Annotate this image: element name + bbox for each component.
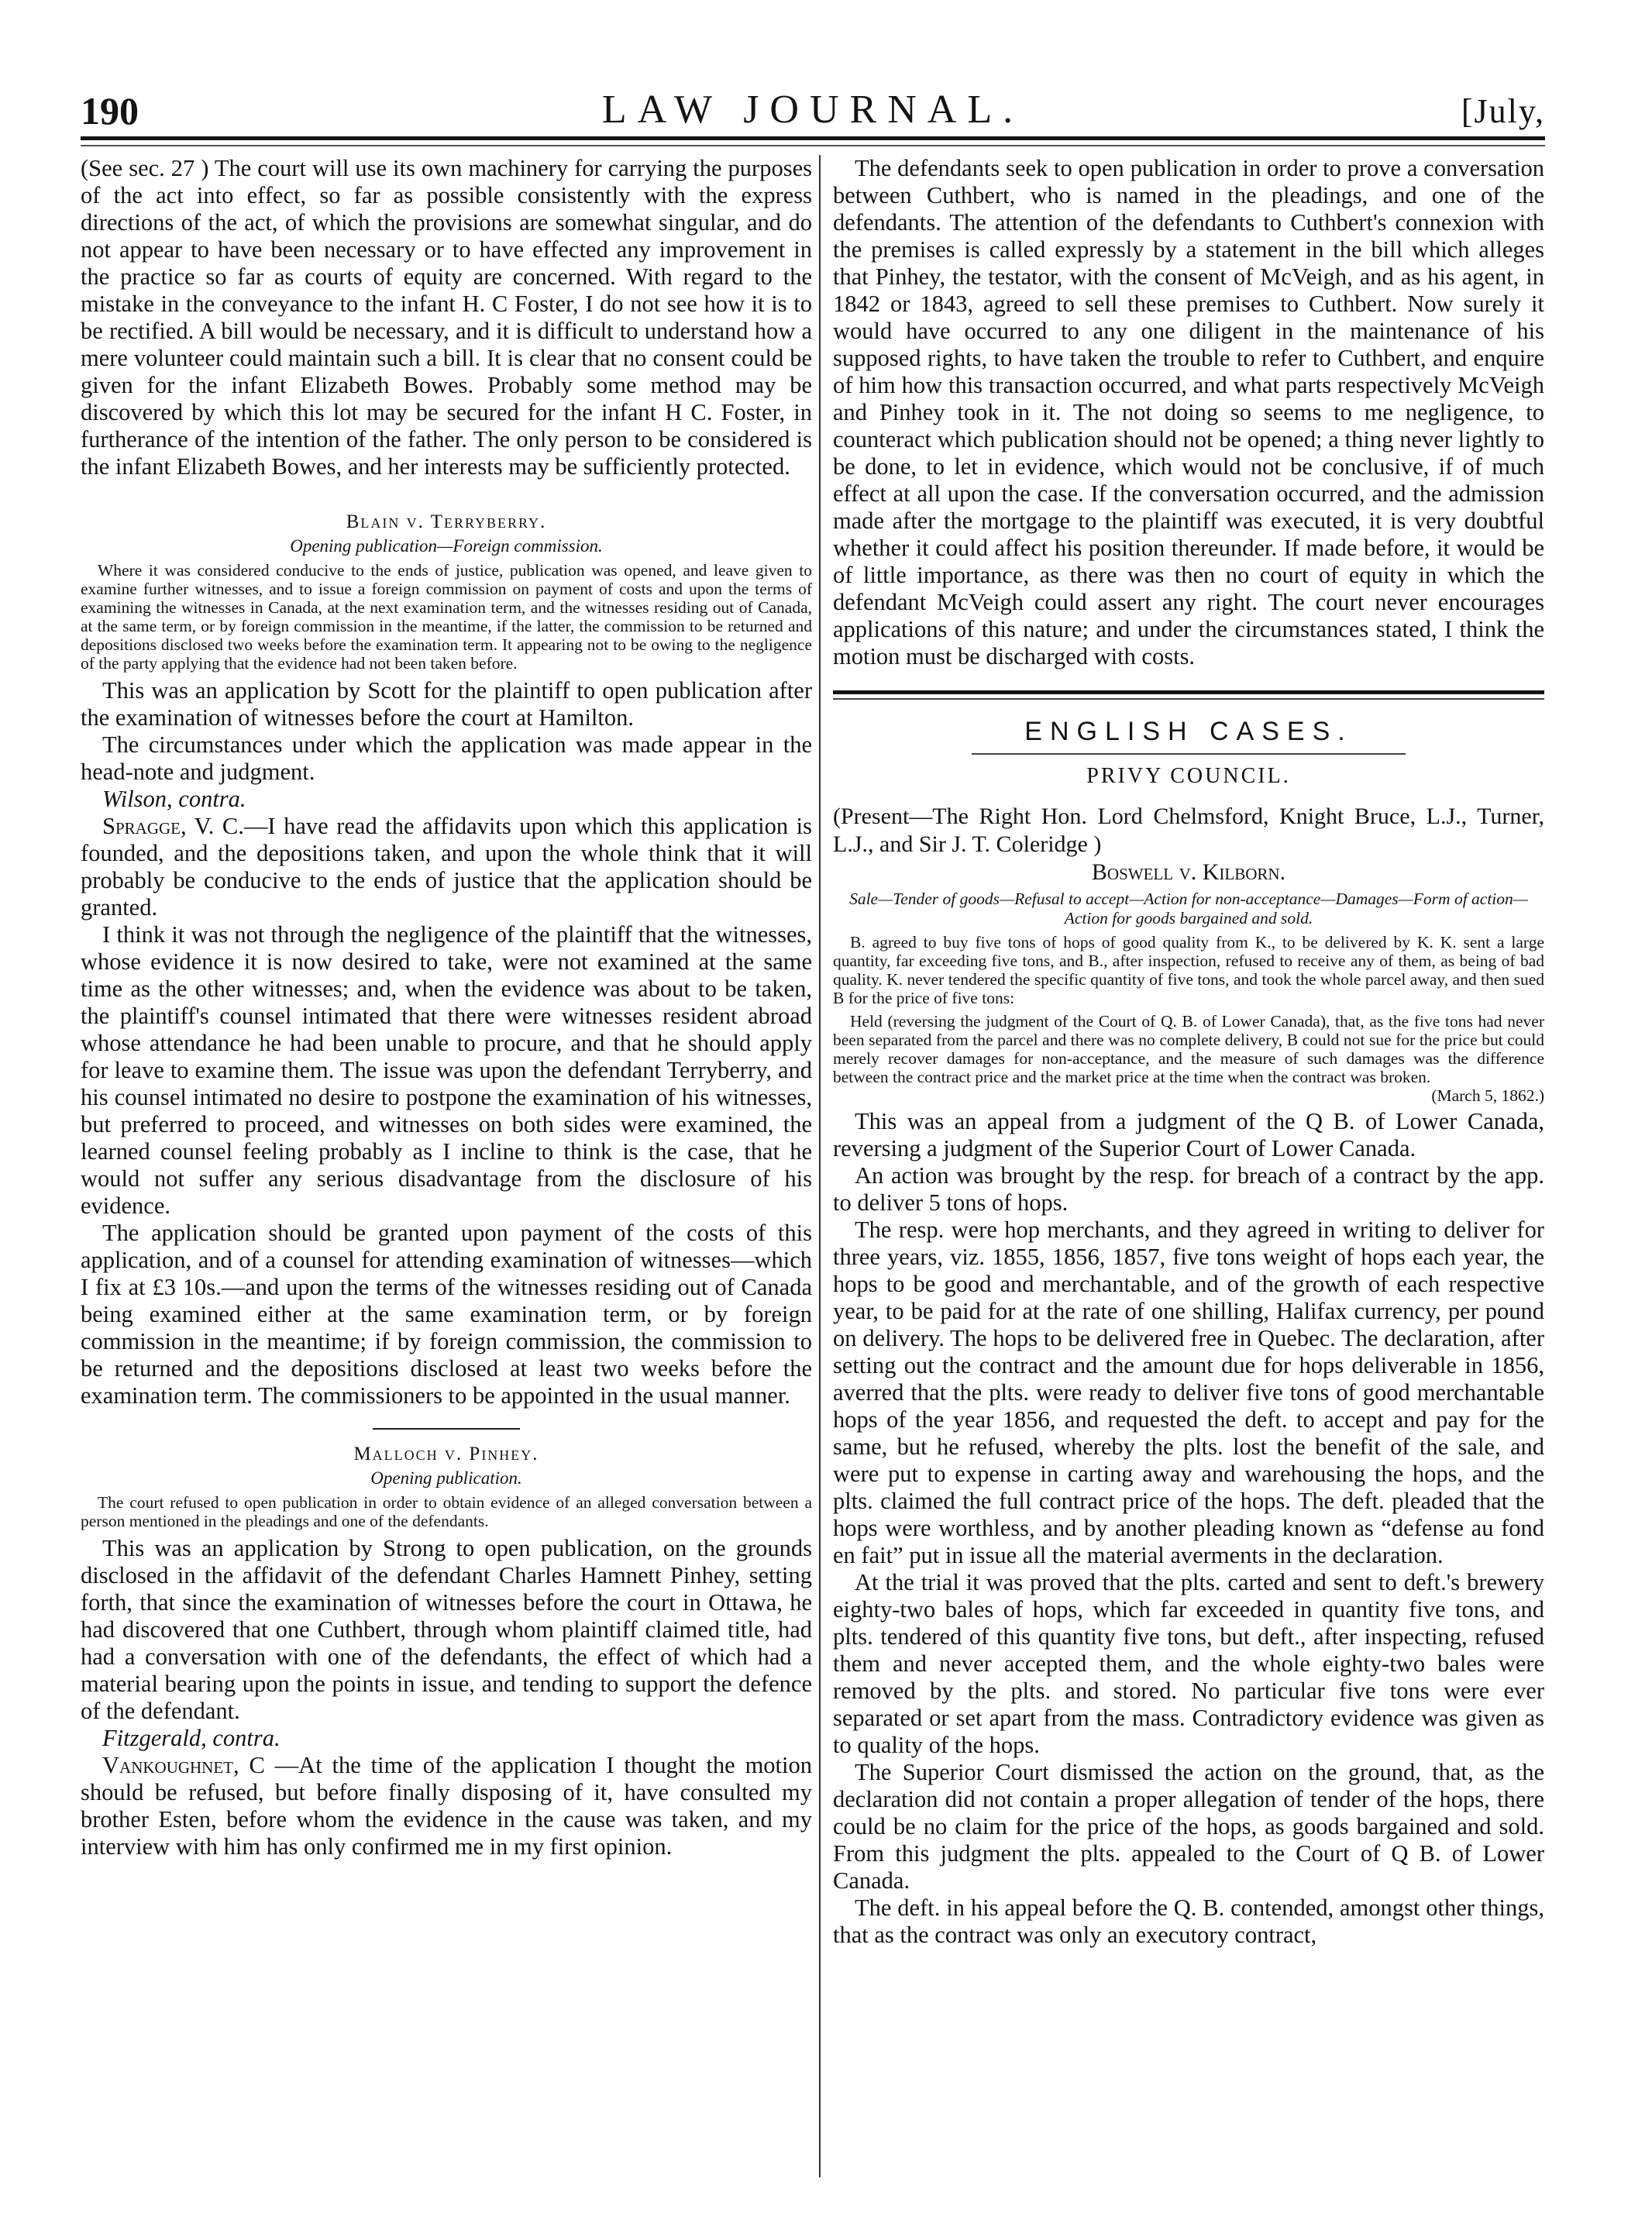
judgment-text: —At the time of the application I thought the motion should be refused, but before finally disposing of it, have consulted my brother Esten, before whom the evidence in the cause was taken, and my interview with him has only confirmed me in my first opinion.	[81, 1752, 812, 1860]
paragraph: The resp. were hop merchants, and they agreed in writing to deliver for three years, viz. 1855, 1856, 1857, five tons weight of hops each year, the hops to be good and merchantable, and of the growth of each respective year, to be paid for at the rate of one shilling, Halifax currency, per pound on delivery. The hops to be delivered free in Quebec. The declaration, after setting out the contract and the amount due for hops deliverable in 1856, averred that the plts. were ready to deliver five tons of good merchantable hops of the year 1856, and requested the deft. to accept and pay for the same, but he refused, whereby the plts. lost the benefit of the sale, and were put to expense in carting away and warehousing the hops, and the plts. claimed the full contract price of the hops. The deft. pleaded that the hops were worthless, and by another pleading known as “defense au fond en fait” put in issue all the material averments in the declaration.	[833, 1217, 1544, 1568]
header-rule-thin	[81, 145, 1545, 146]
paragraph: The Superior Court dismissed the action on the ground, that, as the declaration did not contain a proper allegation of tender of the hops, there could be no claim for the price of the hops, as goods bargained and sold. From this judgment the plts. appealed to the Court of Q B. of Lower Canada.	[833, 1759, 1544, 1894]
paragraph: This was an application by Strong to open publication, on the grounds disclosed in the affidavit of the defendant Charles Hamnett Pinhey, setting forth, that since the examination of witnesses before the court in Ottawa, he had discovered that one Cuthbert, through whom plaintiff claimed title, had had a conversation with one of the defendants, the effect of which had a material bearing upon the points in issue, and tending to support the defence of the defendant.	[81, 1535, 812, 1724]
counsel-line: Wilson, contra.	[102, 786, 246, 812]
case-subtitle-malloch: Opening publication.	[370, 1468, 522, 1488]
decision-date: (March 5, 1862.)	[1431, 1086, 1544, 1105]
paragraph: This was an appeal from a judgment of the Q B. of Lower Canada, reversing a judgment of the Superior Court of Lower Canada.	[833, 1108, 1544, 1162]
continued-judgment: (See sec. 27 ) The court will use its own machinery for carrying the purposes of the act into effect, so far as possible consistently with the express directions of the act, of which the provisions are somewhat singular, and do not appear to have been necessary or to have effected any improvement in the practice so far as courts of equity are concerned. With regard to the mistake in the conveyance to the infant H. C Foster, I do not see how it is to be rectified. A bill would be necessary, and it is difficult to understand how a mere volunteer could maintain such a bill. It is clear that no consent could be given for the infant Elizabeth Bowes. Probably some method may be discovered by which this lot may be secured for the infant H C. Foster, in furtherance of the intention of the father. The only person to be considered is the infant Elizabeth Bowes, and her interests may be sufficiently protected.	[81, 155, 812, 480]
counsel-line: Fitzgerald, contra.	[102, 1725, 280, 1751]
running-month: [July,	[1461, 92, 1545, 130]
right-column	[833, 155, 1544, 1949]
section-rule-thick	[833, 690, 1544, 694]
paragraph: This was an application by Scott for the plaintiff to open publication after the examination of witnesses before the court at Hamilton.	[81, 677, 812, 731]
case-title-malloch: Malloch v. Pinhey.	[353, 1444, 539, 1464]
page-header	[81, 84, 1545, 138]
section-title: ENGLISH CASES.	[1024, 717, 1353, 746]
judgment-opening	[81, 1752, 812, 1860]
judgment-opening	[81, 813, 812, 921]
section-title-rule	[972, 753, 1406, 755]
judge-name: Spragge, V. C.	[102, 813, 244, 839]
case-subtitle-blain: Opening publication—Foreign commission.	[290, 536, 603, 556]
paragraph: The deft. in his appeal before the Q. B. contended, amongst other things, that as the contract was only an executory contract,	[833, 1895, 1544, 1948]
judgment-text: —I have read the affidavits upon which this application is founded, and the depositions taken, and upon the whole think that it will probably be conducive to the ends of justice that the application should be granted.	[81, 813, 812, 921]
paragraph: I think it was not through the negligence of the plaintiff that the witnesses, whose evidence it is now desired to take, were not examined at the same time as the other witnesses; and, when the evidence was about to be taken, the plaintiff's counsel intimated that there were witnesses resident abroad whose attendance he had been unable to procure, and that he should apply for leave to examine them. The issue was upon the defendant Terryberry, and his counsel intimated no desire to postpone the examination of his witnesses, but preferred to proceed, and witnesses on both sides were examined, the learned counsel feeling probably as I incline to think is the case, that he would not suffer any serious disadvantage from the disclosure of his evidence.	[81, 921, 812, 1219]
case-title-blain: Blain v. Terryberry.	[346, 511, 547, 532]
judge-name: Vankoughnet, C	[102, 1752, 265, 1778]
column-divider	[819, 155, 821, 2177]
running-title: LAW JOURNAL.	[601, 88, 1024, 132]
page-number: 190	[81, 89, 139, 132]
paragraph: The circumstances under which the application was made appear in the head-note and judgment.	[81, 731, 812, 785]
continued-judgment: The defendants seek to open publication in order to prove a conversation between Cuthbert, who is named in the pleadings, and one of the defendants. The attention of the defendants to Cuthbert's connexion with the premises is called expressly by a statement in the bill which alleges that Pinhey, the testator, with the consent of McVeigh, and as his agent, in 1842 or 1843, agreed to sell these premises to Cuthbert. Now surely it would have occurred to any one diligent in the maintenance of his supposed rights, to have taken the trouble to refer to Cuthbert, and enquire of him how this transaction occurred, and what parts respectively McVeigh and Pinhey took in it. The not doing so seems to me negligence, to counteract which publication should not be opened; a thing never lightly to be done, to let in evidence, which would not be conclusive, if of much effect at all upon the case. If the conversation occurred, and the admission made after the mortgage to the plaintiff was executed, it is very doubtful whether it could affect his position thereunder. If made before, it would be of little importance, as there was then no court of equity in which the defendant McVeigh could assert any right. The court never encourages applications of this nature; and under the circumstances stated, I think the motion must be discharged with costs.	[833, 155, 1544, 669]
headnote-blain: Where it was considered conducive to the ends of justice, publication was opened, and leave given to examine further witnesses, and to issue a foreign commission on payment of costs and upon the terms of examining the witnesses in Canada, at the next examination term, and the witnesses residing out of Canada, at the same term, or by foreign commission in the meantime, if the latter, the commission to be returned and depositions disclosed two weeks before the examination term. It appearing not to be owing to the negligence of the party applying that the evidence had not been taken before.	[81, 561, 812, 673]
bench-present: (Present—The Right Hon. Lord Chelmsford, Knight Bruce, L.J., Turner, L.J., and Sir J. T. Coleridge )	[833, 804, 1544, 857]
section-rule	[373, 1428, 520, 1430]
paragraph: The application should be granted upon payment of the costs of this application, and of a counsel for attending examination of witnesses—which I fix at £3 10s.—and upon the terms of the witnesses residing out of Canada being examined either at the same examination term, or by foreign commission in the meantime; if by foreign commission, the commission to be returned and the depositions disclosed at least two weeks before the examination term. The commissioners to be appointed in the usual manner.	[81, 1220, 812, 1409]
headnote-facts: B. agreed to buy five tons of hops of good quality from K., to be delivered by K. K. sent a large quantity, far exceeding five tons, and B., after inspection, refused to receive any of them, as being of bad quality. K. never tendered the specific quantity of five tons, and took the whole parcel away, and then sued B for the price of five tons:	[833, 933, 1544, 1007]
header-rule	[81, 136, 1545, 140]
section-rule-thin	[833, 698, 1544, 700]
headnote-malloch: The court refused to open publication in order to obtain evidence of an alleged conversation between a person mentioned in the pleadings and one of the defendants.	[81, 1493, 812, 1530]
left-column	[81, 155, 812, 1860]
headnote-held: Held (reversing the judgment of the Court of Q. B. of Lower Canada), that, as the five tons had never been separated from the parcel and there was no complete delivery, B could not sue for the price but could merely recover damages for non-acceptance, and the measure of such damages was the difference between the contract price and the market price at the time when the contract was broken.	[833, 1012, 1544, 1086]
case-title-boswell: Boswell v. Kilborn.	[1091, 859, 1286, 885]
paragraph: An action was brought by the resp. for breach of a contract by the app. to deliver 5 tons of hops.	[833, 1162, 1544, 1216]
paragraph: At the trial it was proved that the plts. carted and sent to deft.'s brewery eighty-two bales of hops, which far exceeded in quantity five tons, and plts. tendered of this quantity five tons, but deft., after inspecting, refused them and never accepted them, and the whole eighty-two bales were removed by the plts. and stored. No particular five tons were ever separated or set apart from the mass. Contradictory evidence was given as to quality of the hops.	[833, 1569, 1544, 1758]
court-name: PRIVY COUNCIL.	[1086, 764, 1291, 788]
case-subtitle-boswell: Sale—Tender of goods—Refusal to accept—Action for non-acceptance—Damages—Form of action—Action for goods bargained and sold.	[849, 890, 1528, 927]
